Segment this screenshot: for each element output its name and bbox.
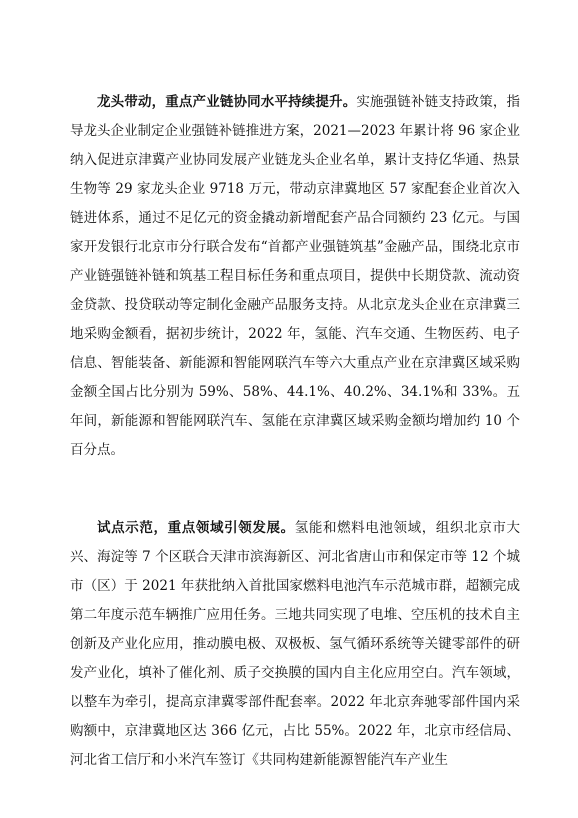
paragraph-body: 氢能和燃料电池领域，组织北京市大兴、海淀等 7 个区联合天津市滨海新区、河北省唐山市和保定市等 12 个城市（区）于 2021 年获批纳入首批国家燃料电池汽车示范城市群，超额完成第二年度示范车辆推广应用任务。三地共同实现了电堆、空压机的技术自主创新及产业化应用，推动膜电极、双极板、氢气循环系统等关键零部件的研发产业化，填补了催化剂、质子交换膜的国内自主化应用空白。汽车领域，以整车为牵引，提高京津冀零部件配套率。2022 年北京奔驰零部件国内采购额中，京津冀地区达 366 亿元，占比 55%。2022 年，北京市经信局、河北省工信厅和小米汽车签订《共同构建新能源智能汽车产业生 <box>70 520 521 768</box>
paragraph-leading-enterprises <box>70 88 520 465</box>
paragraph-lead: 龙头带动，重点产业链协同水平持续提升。 <box>97 94 357 110</box>
paragraph-body: 实施强链补链支持政策，指导龙头企业制定企业强链补链推进方案，2021—2023 年累计将 96 家企业纳入促进京津冀产业协同发展产业链龙头企业名单，累计支持亿华通、热景生物等 29 家龙头企业 9718 万元，带动京津冀地区 57 家配套企业首次入链进体系，通过不足亿元的资金撬动新增配套产品合同额约 23 亿元。与国家开发银行北京市分行联合发布“首都产业强链筑基”金融产品，围绕北京市产业链强链补链和筑基工程目标任务和重点项目，提供中长期贷款、流动资金贷款、投贷联动等定制化金融产品服务支持。从北京龙头企业在京津冀三地采购金额看，据初步统计，2022 年，氢能、汽车交通、生物医药、电子信息、智能装备、新能源和智能网联汽车等六大重点产业在京津冀区域采购金额全国占比分别为 59%、58%、44.1%、40.2%、34.1%和 33%。五年间，新能源和智能网联汽车、氢能在京津冀区域采购金额均增加约 10 个百分点。 <box>70 94 521 458</box>
paragraph-pilot-demonstration <box>70 514 520 775</box>
paragraph-lead: 试点示范，重点领域引领发展。 <box>97 520 295 536</box>
